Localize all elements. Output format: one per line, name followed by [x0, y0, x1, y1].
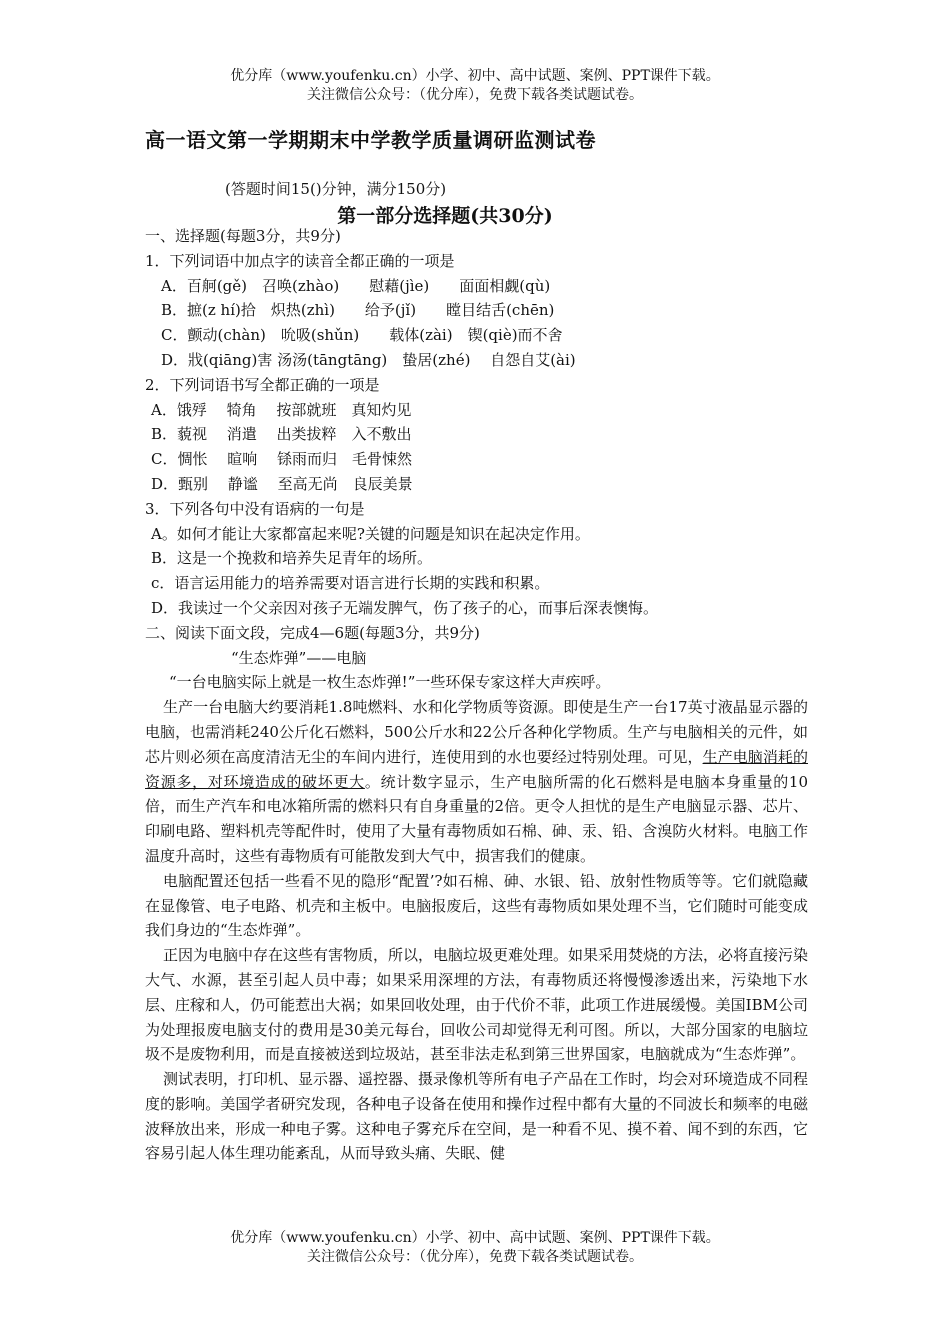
underlined-sentence: 生产电脑消耗的资源多，对环境造成的破坏更大	[145, 747, 808, 791]
q2-option-c: C．惆怅 暄响 铩雨而归 毛骨悚然	[151, 450, 413, 469]
article-paragraph-4: 正因为电脑中存在这些有害物质，所以，电脑垃圾更难处理。如果采用焚烧的方法，必将直接污染大气、水源，甚至引起人员中毒；如果采用深埋的方法，有毒物质还将慢慢渗透出来，污染地下水层、庄稼和人，仍可能惹出大祸；如果回收处理，由于代价不菲，此项工作进展缓慢。美国IBM公司为处理报废电脑支付的费用是30美元每台，回收公司却觉得无利可图。所以，大部分国家的电脑垃圾不是废物利用，而是直接被送到垃圾站，甚至非法走私到第三世界国家，电脑就成为“生态炸弹”。	[145, 946, 809, 1064]
article-paragraph-5: 测试表明，打印机、显示器、遥控器、摄录像机等所有电子产品在工作时，均会对环境造成不同程度的影响。美国学者研究发现，各种电子设备在使用和操作过程中都有大量的不同波长和频率的电磁波释放出来，形成一种电子雾。这种电子雾充斥在空间，是一种看不见、摸不着、闻不到的东西，它容易引起人体生理功能紊乱，从而导致头痛、失眠、健	[145, 1070, 809, 1163]
q3-option-c: c．语言运用能力的培养需要对语言进行长期的实践和积累。	[151, 574, 550, 593]
footer-line-1: 优分库（www.youfenku.cn）小学、初中、高中试题、案例、PPT课件下载。	[230, 1230, 720, 1246]
q1-stem: 1．下列词语中加点字的读音全都正确的一项是	[145, 251, 455, 270]
q3-stem: 3．下列各句中没有语病的一句是	[145, 499, 365, 518]
q1-option-d: D．戕(qiāng)害 汤汤(tāngtāng) 蛰居(zhé) 自怨自艾(ài)	[161, 350, 576, 369]
part1-title: 第一部分选择题(共30分)	[337, 205, 553, 227]
exam-info: (答题时间15()分钟，满分150分)	[225, 180, 447, 198]
q3-option-a: A。如何才能让大家都富起来呢?关键的问题是知识在起决定作用。	[151, 524, 590, 543]
article-paragraph-2	[145, 695, 808, 869]
paragraph-2-text-end: 。统计数字显示，生产电脑所需的化石燃料是电脑本身重量的10倍，而生产汽车和电冰箱所需的燃料只有自身重量的2倍。更令人担忧的是生产电脑显示器、芯片、印刷电路、塑料机壳等配件时，使用了大量有毒物质如石棉、砷、汞、铅、含溴防火材料。电脑工作温度升高时，这些有毒物质有可能散发到大气中，损害我们的健康。	[145, 772, 808, 865]
article-paragraph-3: 电脑配置还包括一些看不见的隐形“配置’?如石棉、砷、水银、铅、放射性物质等等。它们就隐藏在显像管、电子电路、机壳和主板中。电脑报废后，这些有毒物质如果处理不当，它们随时可能变成我们身边的“生态炸弹”。	[145, 871, 808, 940]
paragraph-2-text-start: 生产一台电脑大约要消耗1.8吨燃料、水和化学物质等资源。即使是生产一台17英寸液晶显示器的电脑，也需消耗240公斤化石燃料，500公斤水和22公斤各种化学物质。生产与电脑相关的元件，如芯片则必须在高度清洁无尘的车间内进行，连使用到的水也要经过特别处理。可见，	[145, 698, 808, 766]
q2-option-a: A．饿殍 犄角 按部就班 真知灼见	[151, 400, 412, 419]
header-line-2: 关注微信公众号：（优分库），免费下载各类试题试卷。	[307, 87, 643, 103]
q2-stem: 2．下列词语书写全都正确的一项是	[145, 375, 380, 394]
q1-option-b: B．摭(z hí)拾 炽热(zhì) 给予(jǐ) 瞠目结舌(chēn)	[161, 301, 555, 320]
q1-option-c: C．颤动(chàn) 吮吸(shǔn) 载体(zài) 锲(qiè)而不舍	[161, 326, 563, 345]
footer-line-2: 关注微信公众号：（优分库），免费下载各类试题试卷。	[307, 1249, 643, 1265]
q1-option-a: A．百舸(gě) 召唤(zhào) 慰藉(jìe) 面面相觑(qù)	[161, 276, 551, 295]
q2-option-b: B．藐视 消遣 出类拔粹 入不敷出	[151, 425, 412, 444]
q3-option-d: D．我读过一个父亲因对孩子无端发脾气，伤了孩子的心，而事后深表懊悔。	[151, 598, 659, 617]
q3-option-b: B．这是一个挽救和培养失足青年的场所。	[151, 549, 433, 568]
q2-option-d: D．甄别 静谧 至高无尚 良辰美景	[151, 474, 413, 493]
article-title: “生态炸弹”——电脑	[231, 648, 367, 667]
section2-heading: 二、阅读下面文段，完成4—6题(每题3分，共9分)	[145, 623, 480, 642]
exam-title: 高一语文第一学期期末中学教学质量调研监测试卷	[145, 128, 596, 152]
article-paragraph-1: “一台电脑实际上就是一枚生态炸弹!”一些环保专家这样大声疾呼。	[169, 673, 611, 692]
header-line-1: 优分库（www.youfenku.cn）小学、初中、高中试题、案例、PPT课件下载。	[230, 68, 720, 84]
section1-heading: 一、选择题(每题3分，共9分)	[145, 227, 341, 245]
exam-content	[145, 224, 808, 1166]
